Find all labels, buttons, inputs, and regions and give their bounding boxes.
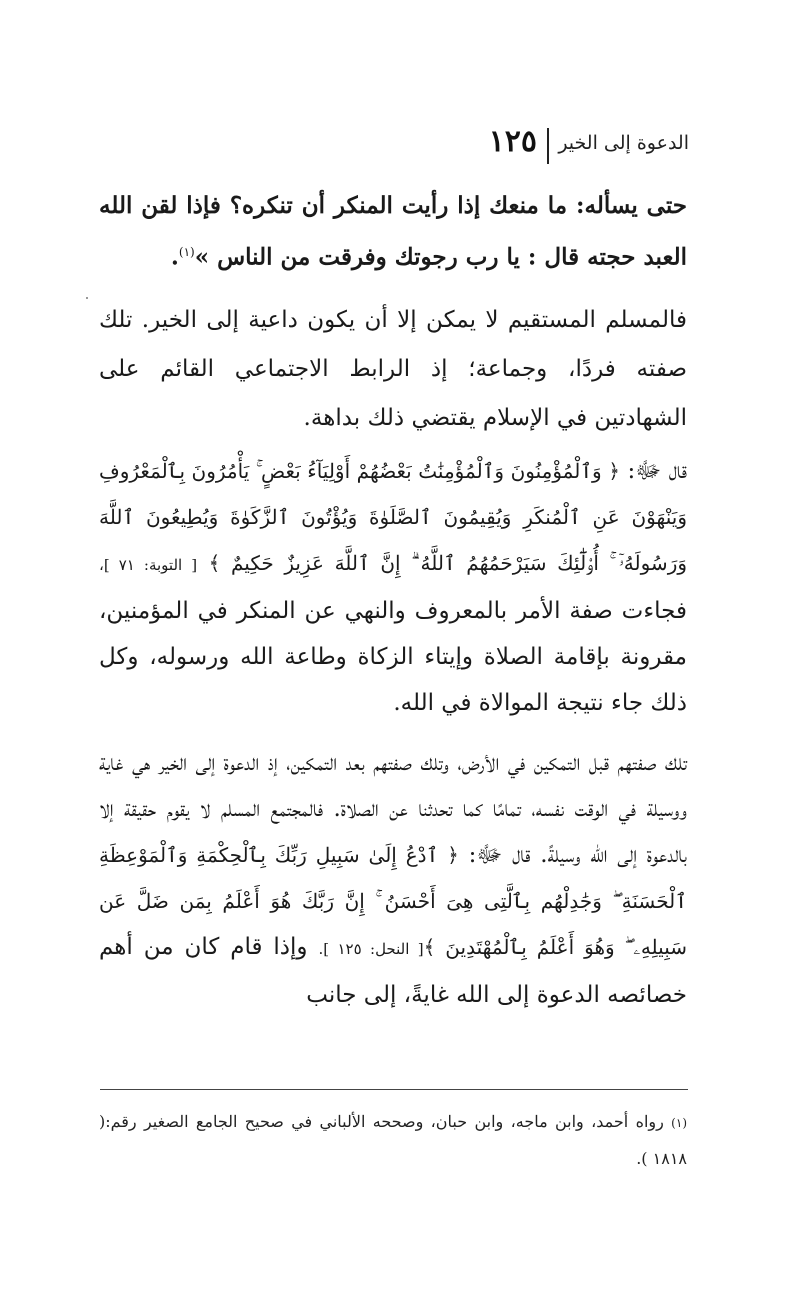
hadith-text: حتى يسأله: ما منعك إذا رأيت المنكر أن تنكره؟ فإذا لقن الله العبد حجته قال : يا رب رجوتك وفرقت من الناس » [99, 192, 687, 271]
paragraph-3-text: تلك صفتهم قبل التمكين في الأرض، وتلك صفتهم بعد التمكين، إذ الدعوة إلى الخير هي غاية ووسيلة في الوقت نفسه، تمامًا كما تحدثنا عن الصلاة. فالمجتمع المسلم لا يقوم حقيقة إلا بالدعوة إلى الله وسيلةً. قال ﷻ: [99, 750, 687, 868]
footnote-marker: (١) [671, 1116, 687, 1130]
page-header [81, 124, 689, 168]
footnote-reference: (١) [178, 245, 195, 259]
margin-mark [86, 297, 88, 299]
footnote [99, 1104, 687, 1177]
verse-intro: قال ﷻ: [627, 458, 688, 484]
verse-citation: [ النحل: ١٢٥ ]. [318, 940, 424, 958]
hadith-quote [99, 182, 687, 281]
paragraph-2-text: فجاءت صفة الأمر بالمعروف والنهي عن المنكر في المؤمنين، مقرونة بإقامة الصلاة وإيتاء الزكاة وطاعة الله ورسوله، وكل ذلك جاء نتيجة الموالاة في الله. [99, 598, 687, 716]
verse-citation: [ التوبة: ٧١ ]، [99, 556, 198, 574]
running-title: الدعوة إلى الخير [558, 132, 689, 154]
header-divider [547, 128, 549, 164]
paragraph-1: فالمسلم المستقيم لا يمكن إلا أن يكون داعية إلى الخير. تلك صفته فردًا، وجماعة؛ إذ الرابط الاجتماعي القائم على الشهادتين في الإسلام يقتضي ذلك بداهة. [99, 307, 687, 431]
footnote-divider [100, 1089, 688, 1090]
hadith-end: . [170, 243, 179, 271]
footnote-text: رواه أحمد، وابن ماجه، وابن حبان، وصححه الألباني في صحيح الجامع الصغير رقم:( ١٨١٨ ). [99, 1112, 687, 1168]
quran-verse: ﴿ وَٱلْمُؤْمِنُونَ وَٱلْمُؤْمِنَٰتُ بَعْضُهُمْ أَوْلِيَآءُ بَعْضٍ ۚ يَأْمُرُونَ بِٱلْمَعْرُوفِ وَيَنْهَوْنَ عَنِ ٱلْمُنكَرِ وَيُقِيمُونَ ٱلصَّلَوٰةَ وَيُؤْتُونَ ٱلزَّكَوٰةَ وَيُطِيعُونَ ٱللَّهَ وَرَسُولَهُۥٓ ۚ أُو۟لَٰٓئِكَ سَيَرْحَمُهُمُ ٱللَّهُ ۗ إِنَّ ٱللَّهَ عَزِيزٌ حَكِيمٌ ﴾ [99, 459, 688, 575]
paragraph-3-continuation: وإذا قام كان من أهم خصائصه الدعوة إلى الله غايةً، إلى جانب [99, 934, 687, 1008]
page-number: ١٢٥ [488, 124, 537, 159]
paragraph-3 [99, 740, 687, 1018]
quran-verse: ﴿ ٱدْعُ إِلَىٰ سَبِيلِ رَبِّكَ بِٱلْحِكْمَةِ وَٱلْمَوْعِظَةِ ٱلْحَسَنَةِ ۖ وَجَٰدِلْهُم بِٱلَّتِى هِىَ أَحْسَنُ ۚ إِنَّ رَبَّكَ هُوَ أَعْلَمُ بِمَن ضَلَّ عَن سَبِيلِهِۦ ۖ وَهُوَ أَعْلَمُ بِٱلْمُهْتَدِينَ ﴾ [99, 843, 688, 959]
paragraph-2 [99, 448, 687, 726]
